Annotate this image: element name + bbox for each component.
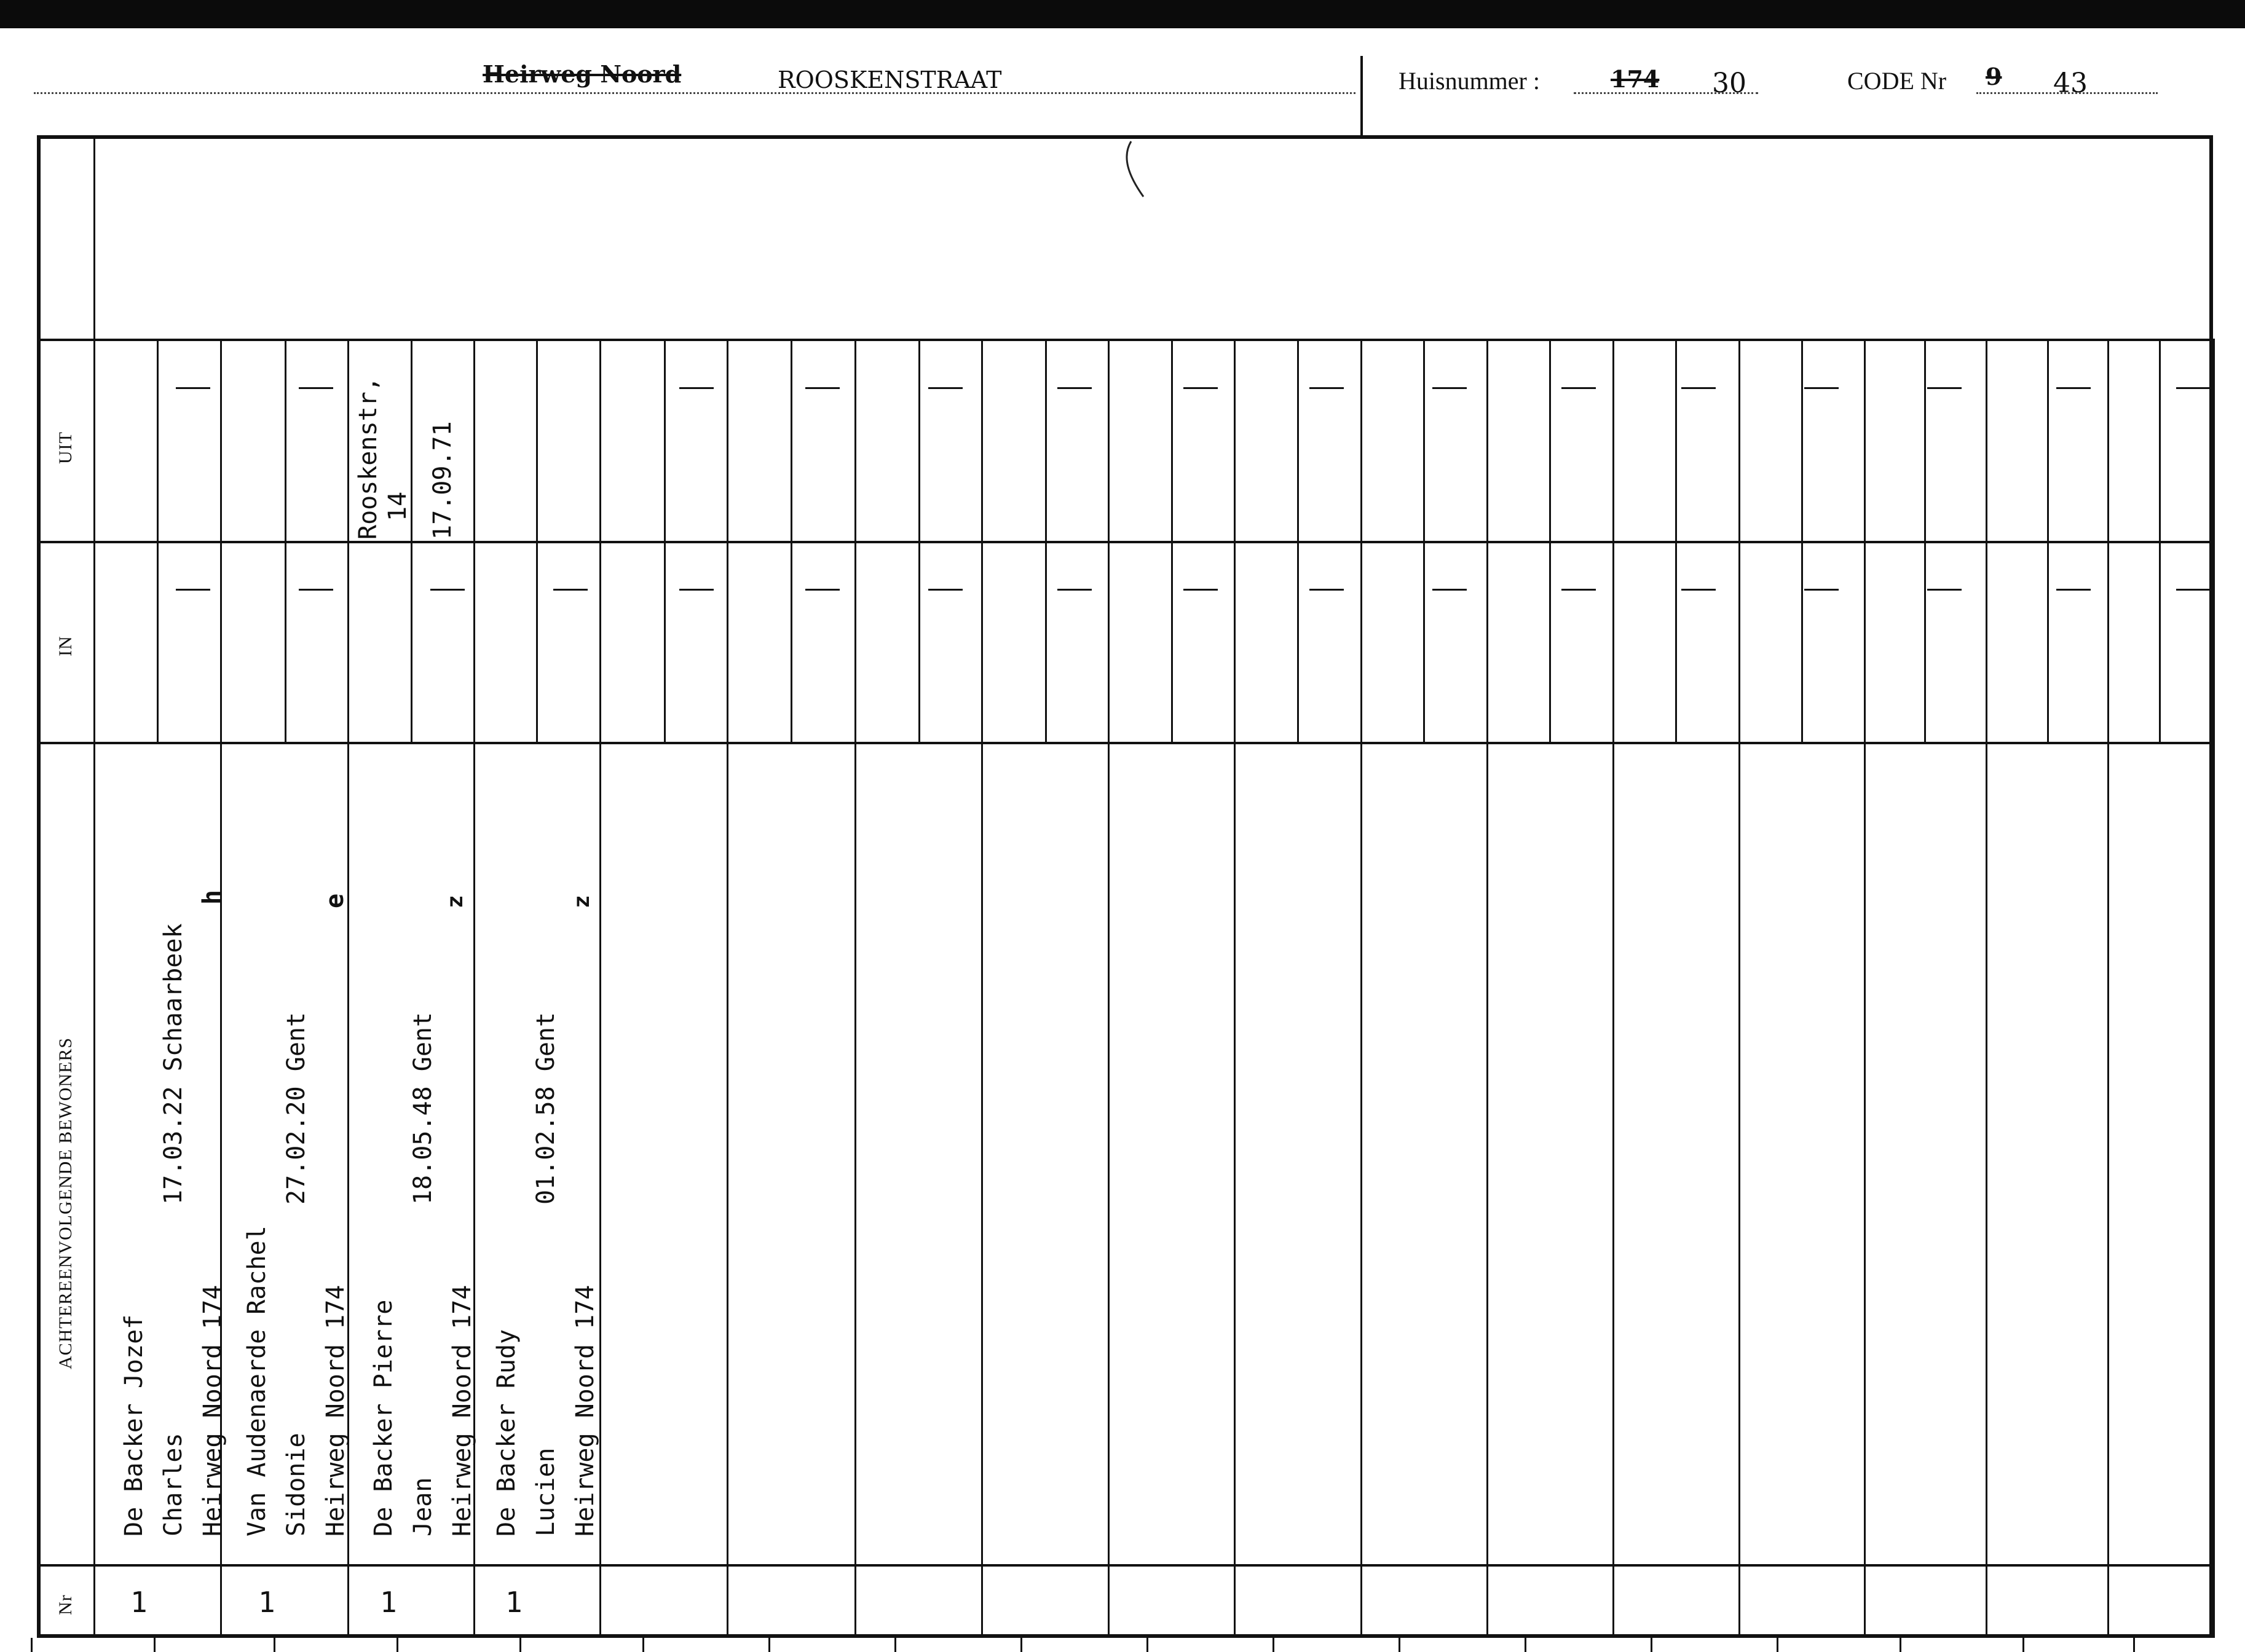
code-number-new: 43 bbox=[2053, 68, 2088, 99]
in-empty-dash bbox=[679, 589, 714, 591]
column-line bbox=[1108, 339, 1110, 1638]
sub-column-line bbox=[791, 339, 792, 742]
resident-1-address: Heirweg Noord 174 bbox=[199, 1284, 227, 1536]
bottom-tick bbox=[519, 1638, 521, 1652]
row-line-uit-in bbox=[37, 541, 2213, 543]
nr-2: 1 bbox=[258, 1586, 275, 1619]
sub-column-line bbox=[1675, 339, 1677, 742]
sub-column-line bbox=[2159, 339, 2161, 742]
sub-column-line bbox=[1171, 339, 1173, 742]
resident-3-address: Heirweg Noord 174 bbox=[448, 1284, 476, 1536]
in-empty-dash bbox=[2176, 589, 2211, 591]
in-empty-dash bbox=[1183, 589, 1218, 591]
resident-2-address: Heirweg Noord 174 bbox=[322, 1284, 350, 1536]
header bbox=[0, 28, 2245, 136]
uit-empty-dash bbox=[679, 387, 714, 389]
column-line bbox=[854, 339, 856, 1638]
bottom-tick bbox=[2133, 1638, 2135, 1652]
sub-column-line bbox=[157, 339, 159, 742]
street-name-struck: Heirweg Noord bbox=[483, 60, 682, 88]
bottom-tick bbox=[894, 1638, 896, 1652]
sub-column-line bbox=[918, 339, 920, 742]
bottom-tick bbox=[1146, 1638, 1148, 1652]
resident-1-mark: h bbox=[198, 889, 226, 905]
row-label-uit: UIT bbox=[55, 431, 76, 464]
bottom-tick bbox=[31, 1638, 33, 1652]
resident-4-birth: 01.02.58 Gent bbox=[532, 1012, 560, 1205]
resident-4-name: De Backer Rudy bbox=[492, 1329, 521, 1536]
uit-empty-dash bbox=[176, 387, 210, 389]
code-number-dotted-line bbox=[1976, 92, 2158, 94]
row-line-in-bewoners bbox=[37, 742, 2213, 744]
in-empty-dash bbox=[928, 589, 963, 591]
uit-empty-dash bbox=[1309, 387, 1344, 389]
resident-1-given: Charles bbox=[159, 1433, 187, 1536]
column-line bbox=[93, 135, 95, 1638]
uit-empty-dash bbox=[2056, 387, 2091, 389]
resident-2-mark: e bbox=[321, 893, 349, 908]
column-line bbox=[1738, 339, 1740, 1638]
uit-empty-dash bbox=[1057, 387, 1092, 389]
resident-4-given: Lucien bbox=[532, 1447, 560, 1536]
scan-edge-bar bbox=[0, 0, 2245, 28]
bottom-tick bbox=[397, 1638, 398, 1652]
house-number-label: Huisnummer : bbox=[1399, 67, 1540, 95]
bottom-tick bbox=[1651, 1638, 1652, 1652]
bottom-tick bbox=[2022, 1638, 2024, 1652]
resident-4-firstname bbox=[526, 873, 566, 1536]
row-label-bewoners: ACHTEREENVOLGENDE BEWONERS bbox=[55, 1037, 76, 1369]
nr-4: 1 bbox=[505, 1586, 523, 1619]
sub-column-line bbox=[1924, 339, 1926, 742]
resident-3-birth: 18.05.48 Gent bbox=[409, 1012, 437, 1205]
bottom-tick bbox=[154, 1638, 156, 1652]
in-empty-dash bbox=[1057, 589, 1092, 591]
resident-2-name: Van Audenaerde Rachel bbox=[243, 1225, 271, 1536]
in-empty-dash bbox=[1804, 589, 1839, 591]
sub-column-line bbox=[664, 339, 666, 742]
bottom-tick bbox=[274, 1638, 275, 1652]
street-dotted-line bbox=[34, 92, 1355, 94]
sub-column-line bbox=[2047, 339, 2049, 742]
bottom-tick bbox=[1272, 1638, 1274, 1652]
header-separator bbox=[1360, 56, 1363, 136]
register-frame bbox=[37, 135, 2213, 1638]
resident-2-firstname bbox=[277, 873, 316, 1536]
resident-entry-1 bbox=[114, 873, 232, 1536]
sub-column-line bbox=[1297, 339, 1299, 742]
bottom-tick bbox=[768, 1638, 770, 1652]
uit-address-number: 14 bbox=[384, 491, 412, 521]
resident-3-firstname bbox=[403, 873, 443, 1536]
column-line bbox=[1986, 339, 1987, 1638]
uit-empty-dash bbox=[1681, 387, 1716, 389]
uit-date: 17.09.71 bbox=[428, 421, 457, 540]
in-empty-dash bbox=[1681, 589, 1716, 591]
in-empty-dash bbox=[299, 589, 333, 591]
sub-column-line bbox=[1801, 339, 1803, 742]
in-empty-dash bbox=[1309, 589, 1344, 591]
column-line bbox=[1486, 339, 1488, 1638]
row-line-bewoners-nr bbox=[37, 1564, 2213, 1567]
code-number-old: 9 bbox=[1986, 63, 2002, 90]
column-line bbox=[2107, 339, 2109, 1638]
row-label-in: IN bbox=[55, 635, 76, 656]
resident-2-given: Sidonie bbox=[282, 1433, 310, 1536]
bottom-tick bbox=[1399, 1638, 1400, 1652]
column-line bbox=[1360, 339, 1362, 1638]
in-empty-dash bbox=[805, 589, 840, 591]
house-number-new: 30 bbox=[1712, 68, 1746, 99]
column-line bbox=[727, 339, 728, 1638]
in-empty-dash bbox=[176, 589, 210, 591]
resident-3-name: De Backer Pierre bbox=[369, 1299, 398, 1536]
house-number-dotted-line bbox=[1574, 92, 1758, 94]
sub-column-line bbox=[285, 339, 286, 742]
uit-empty-dash bbox=[1432, 387, 1467, 389]
sub-column-line bbox=[1423, 339, 1425, 742]
sub-column-line bbox=[1549, 339, 1551, 742]
column-line bbox=[1234, 339, 1236, 1638]
resident-entry-4 bbox=[487, 873, 605, 1536]
row-label-nr: Nr bbox=[55, 1594, 76, 1615]
column-line bbox=[981, 339, 983, 1638]
nr-3: 1 bbox=[380, 1586, 397, 1619]
uit-empty-dash bbox=[1804, 387, 1839, 389]
column-line bbox=[2213, 339, 2215, 1638]
uit-empty-dash bbox=[805, 387, 840, 389]
uit-empty-dash bbox=[2176, 387, 2211, 389]
resident-entry-2 bbox=[237, 873, 355, 1536]
uit-empty-dash bbox=[1183, 387, 1218, 389]
bottom-tick bbox=[1900, 1638, 1901, 1652]
in-empty-dash bbox=[1561, 589, 1596, 591]
uit-empty-dash bbox=[299, 387, 333, 389]
sub-column-line bbox=[1045, 339, 1047, 742]
uit-address bbox=[353, 377, 412, 540]
column-line bbox=[1612, 339, 1614, 1638]
row-line-uit-left bbox=[37, 339, 95, 341]
in-empty-dash bbox=[1927, 589, 1962, 591]
pencil-stroke bbox=[1119, 138, 1156, 212]
nr-1: 1 bbox=[130, 1586, 148, 1619]
resident-4-address: Heirweg Noord 174 bbox=[571, 1284, 599, 1536]
bottom-tick bbox=[642, 1638, 644, 1652]
sub-column-line bbox=[536, 339, 538, 742]
street-name: ROOSKENSTRAAT bbox=[778, 66, 1002, 93]
resident-1-firstname bbox=[154, 873, 193, 1536]
resident-3-given: Jean bbox=[409, 1477, 437, 1536]
in-empty-dash bbox=[430, 589, 465, 591]
resident-entry-3 bbox=[364, 873, 482, 1536]
resident-3-mark: z bbox=[443, 895, 468, 908]
uit-empty-dash bbox=[928, 387, 963, 389]
house-number-old: 174 bbox=[1611, 65, 1660, 93]
column-line bbox=[1864, 339, 1866, 1638]
bottom-tick bbox=[1525, 1638, 1526, 1652]
uit-empty-dash bbox=[1927, 387, 1962, 389]
uit-address-street: Rooskenstr, bbox=[354, 377, 382, 540]
in-empty-dash bbox=[553, 589, 588, 591]
in-empty-dash bbox=[2056, 589, 2091, 591]
bottom-tick bbox=[1777, 1638, 1778, 1652]
resident-4-mark: z bbox=[569, 895, 594, 908]
code-number-label: CODE Nr bbox=[1847, 67, 1947, 95]
bottom-tick bbox=[1020, 1638, 1022, 1652]
resident-1-name: De Backer Jozef bbox=[120, 1314, 148, 1536]
uit-empty-dash bbox=[1561, 387, 1596, 389]
resident-1-birth: 17.03.22 Schaarbeek bbox=[159, 923, 187, 1205]
resident-2-birth: 27.02.20 Gent bbox=[282, 1012, 310, 1205]
in-empty-dash bbox=[1432, 589, 1467, 591]
